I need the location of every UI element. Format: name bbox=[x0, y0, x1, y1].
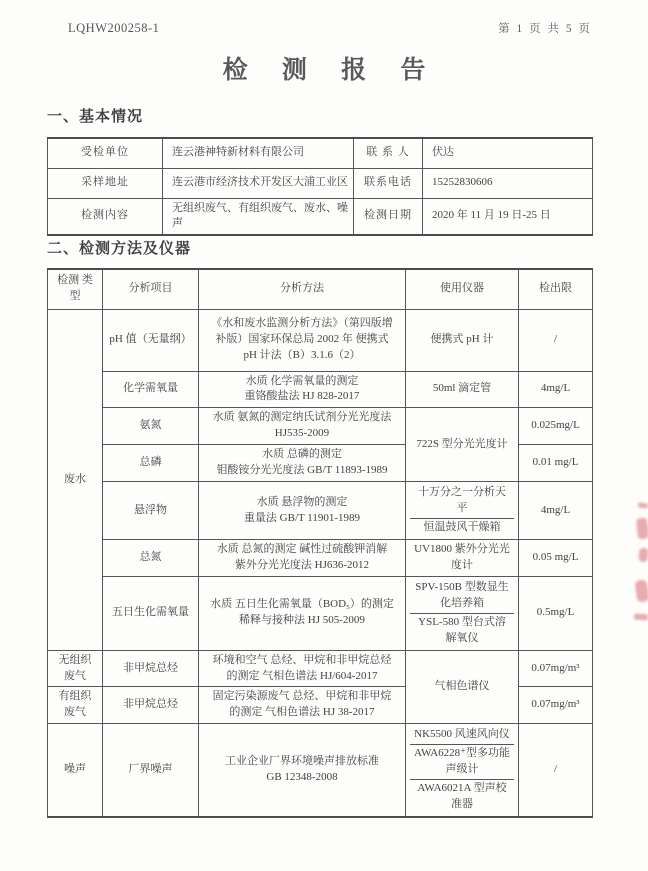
instrument-sub-cell: NK5500 风速风向仪 bbox=[414, 728, 510, 741]
instrument-cell-stacked bbox=[406, 724, 519, 817]
table-row-suspended-solids bbox=[48, 482, 593, 540]
instrument-sub-cell: AWA6021A 型声校准器 bbox=[410, 779, 514, 814]
limit-cell: 0.07mg/m³ bbox=[519, 650, 593, 687]
basic-value-date: 2020 年 11 月 19 日-25 日 bbox=[423, 198, 593, 235]
basic-value-contact: 伏达 bbox=[423, 138, 593, 168]
doc-number: LQHW200258-1 bbox=[68, 21, 160, 35]
method-line: 固定污染源废气 总烃、甲烷和非甲烷 bbox=[212, 690, 392, 703]
instrument-sub-cell: SPV-150B 型数显生化培养箱 bbox=[415, 580, 509, 609]
basic-value-phone: 15252830606 bbox=[423, 168, 593, 198]
method-line: GB 12348-2008 bbox=[266, 771, 338, 784]
item-cell: 氨氮 bbox=[103, 408, 199, 445]
item-cell: pH 值（无量纲） bbox=[103, 309, 199, 371]
method-line: 水质 化学需氧量的测定 bbox=[245, 374, 359, 387]
basic-value-content: 无组织废气、有组织废气、废水、噪声 bbox=[163, 198, 354, 235]
red-stamp-edge-mark bbox=[635, 579, 648, 602]
red-stamp-edge-mark bbox=[638, 548, 648, 563]
method-cell bbox=[199, 408, 406, 445]
instrument-cell: 722S 型分光光度计 bbox=[406, 408, 519, 482]
document-header bbox=[68, 20, 592, 36]
type-cell-wastewater: 废水 bbox=[48, 309, 103, 650]
table-row-ph bbox=[48, 309, 593, 371]
basic-value-address: 连云港市经济技术开发区大浦工业区 bbox=[163, 168, 354, 198]
table-row bbox=[48, 168, 593, 198]
method-line: 的测定 气相色谱法 HJ 38-2017 bbox=[229, 706, 375, 719]
method-cell bbox=[199, 724, 406, 817]
section-methods-heading: 二、检测方法及仪器 bbox=[47, 241, 192, 257]
table-row-bod5 bbox=[48, 576, 593, 650]
item-cell: 非甲烷总烃 bbox=[103, 650, 199, 687]
limit-cell: / bbox=[519, 309, 593, 371]
method-line: 水质 总氮的测定 碱性过硫酸钾消解 bbox=[216, 542, 388, 555]
method-cell bbox=[199, 371, 406, 408]
red-stamp-edge-mark bbox=[634, 614, 648, 621]
item-cell: 五日生化需氧量 bbox=[103, 576, 199, 650]
col-header-item: 分析项目 bbox=[103, 269, 199, 309]
basic-value-company: 连云港神特新材料有限公司 bbox=[163, 138, 354, 168]
table-row-total-nitrogen bbox=[48, 539, 593, 576]
instrument-cell: UV1800 紫外分光光度计 bbox=[406, 539, 519, 576]
method-line: 重铬酸盐法 HJ 828-2017 bbox=[244, 390, 360, 403]
method-line: 水质 悬浮物的测定 bbox=[256, 495, 348, 508]
method-cell bbox=[199, 539, 406, 576]
col-header-limit: 检出限 bbox=[519, 269, 593, 309]
limit-cell: 0.5mg/L bbox=[519, 576, 593, 650]
instrument-cell: 50ml 滴定管 bbox=[406, 371, 519, 408]
limit-cell: 0.01 mg/L bbox=[519, 445, 593, 482]
instrument-sub-cell: 十万分之一分析天平 bbox=[418, 486, 506, 515]
basic-label-company: 受检单位 bbox=[48, 138, 163, 168]
table-row-fugitive-gas bbox=[48, 650, 593, 687]
method-line: 环境和空气 总烃、甲烷和非甲烷总烃 bbox=[212, 653, 392, 666]
method-line: pH 计法（B）3.1.6（2） bbox=[243, 348, 361, 361]
instrument-sub-cell: AWA6228⁺型多功能声级计 bbox=[410, 744, 514, 779]
instrument-sub-cell: 恒温鼓风干燥箱 bbox=[410, 518, 514, 537]
basic-label-date: 检测日期 bbox=[354, 198, 423, 235]
method-line: 重量法 GB/T 11901-1989 bbox=[243, 511, 361, 524]
method-line: 钼酸铵分光光度法 GB/T 11893-1989 bbox=[216, 464, 388, 477]
type-cell-stationary-gas bbox=[48, 687, 103, 724]
red-stamp-edge-mark bbox=[638, 502, 648, 508]
table-row bbox=[48, 138, 593, 168]
type-line: 无组织 bbox=[58, 653, 92, 666]
method-line: 紫外分光光度法 HJ636-2012 bbox=[234, 558, 370, 571]
methods-header-row bbox=[48, 269, 593, 309]
basic-label-phone: 联系电话 bbox=[354, 168, 423, 198]
instrument-cell: 气相色谱仪 bbox=[406, 650, 519, 724]
col-header-type: 检测 类型 bbox=[48, 269, 103, 309]
instrument-cell-stacked bbox=[406, 576, 519, 650]
table-row-cod bbox=[48, 371, 593, 408]
limit-cell: 4mg/L bbox=[519, 371, 593, 408]
method-cell bbox=[199, 687, 406, 724]
method-cell bbox=[199, 445, 406, 482]
table-row bbox=[48, 198, 593, 235]
method-line: 《水和废水监测分析方法》（第四版增 bbox=[211, 317, 393, 330]
method-cell bbox=[199, 309, 406, 371]
method-line: HJ535-2009 bbox=[274, 427, 330, 440]
item-cell: 化学需氧量 bbox=[103, 371, 199, 408]
methods-table bbox=[47, 268, 593, 818]
item-cell: 厂界噪声 bbox=[103, 724, 199, 817]
limit-cell: / bbox=[519, 724, 593, 817]
col-header-method: 分析方法 bbox=[199, 269, 406, 309]
item-cell: 悬浮物 bbox=[103, 482, 199, 540]
method-line: 水质 氨氮的测定纳氏试剂分光光度法 bbox=[212, 411, 392, 424]
type-line: 有组织 bbox=[58, 690, 92, 703]
method-cell bbox=[199, 650, 406, 687]
limit-cell: 0.07mg/m³ bbox=[519, 687, 593, 724]
item-cell: 非甲烷总烃 bbox=[103, 687, 199, 724]
method-line: 水质 总磷的测定 bbox=[262, 448, 342, 461]
method-line: 的测定 气相色谱法 HJ/604-2017 bbox=[226, 669, 378, 682]
item-cell: 总氮 bbox=[103, 539, 199, 576]
method-line: 稀释与接种法 HJ 505-2009 bbox=[239, 614, 365, 627]
type-line: 废气 bbox=[64, 706, 86, 719]
basic-label-contact: 联 系 人 bbox=[354, 138, 423, 168]
instrument-cell: 便携式 pH 计 bbox=[406, 309, 519, 371]
report-title: 检 测 报 告 bbox=[222, 57, 440, 84]
method-cell bbox=[199, 576, 406, 650]
section-basic-info-heading: 一、基本情况 bbox=[47, 109, 144, 125]
basic-label-address: 采样地址 bbox=[48, 168, 163, 198]
limit-cell: 0.05 mg/L bbox=[519, 539, 593, 576]
basic-label-content: 检测内容 bbox=[48, 198, 163, 235]
table-row-noise bbox=[48, 724, 593, 817]
type-cell-fugitive-gas bbox=[48, 650, 103, 687]
limit-cell: 0.025mg/L bbox=[519, 408, 593, 445]
table-row-ammonia bbox=[48, 408, 593, 445]
red-stamp-edge-mark bbox=[636, 517, 648, 539]
page-indicator: 第 1 页 共 5 页 bbox=[498, 23, 592, 35]
type-line: 废气 bbox=[64, 669, 86, 682]
limit-cell: 4mg/L bbox=[519, 482, 593, 540]
method-cell bbox=[199, 482, 406, 540]
item-cell: 总磷 bbox=[103, 445, 199, 482]
method-line: 补版）国家环保总局 2002 年 便携式 bbox=[215, 333, 389, 346]
instrument-cell-stacked bbox=[406, 482, 519, 540]
basic-info-table bbox=[47, 137, 593, 236]
method-line: 水质 五日生化需氧量（BOD₅）的测定 bbox=[210, 598, 394, 611]
method-line: 工业企业厂界环境噪声排放标准 bbox=[225, 755, 379, 768]
type-cell-noise: 噪声 bbox=[48, 724, 103, 817]
instrument-sub-cell: YSL-580 型台式溶解氧仪 bbox=[410, 613, 514, 648]
col-header-instrument: 使用仪器 bbox=[406, 269, 519, 309]
